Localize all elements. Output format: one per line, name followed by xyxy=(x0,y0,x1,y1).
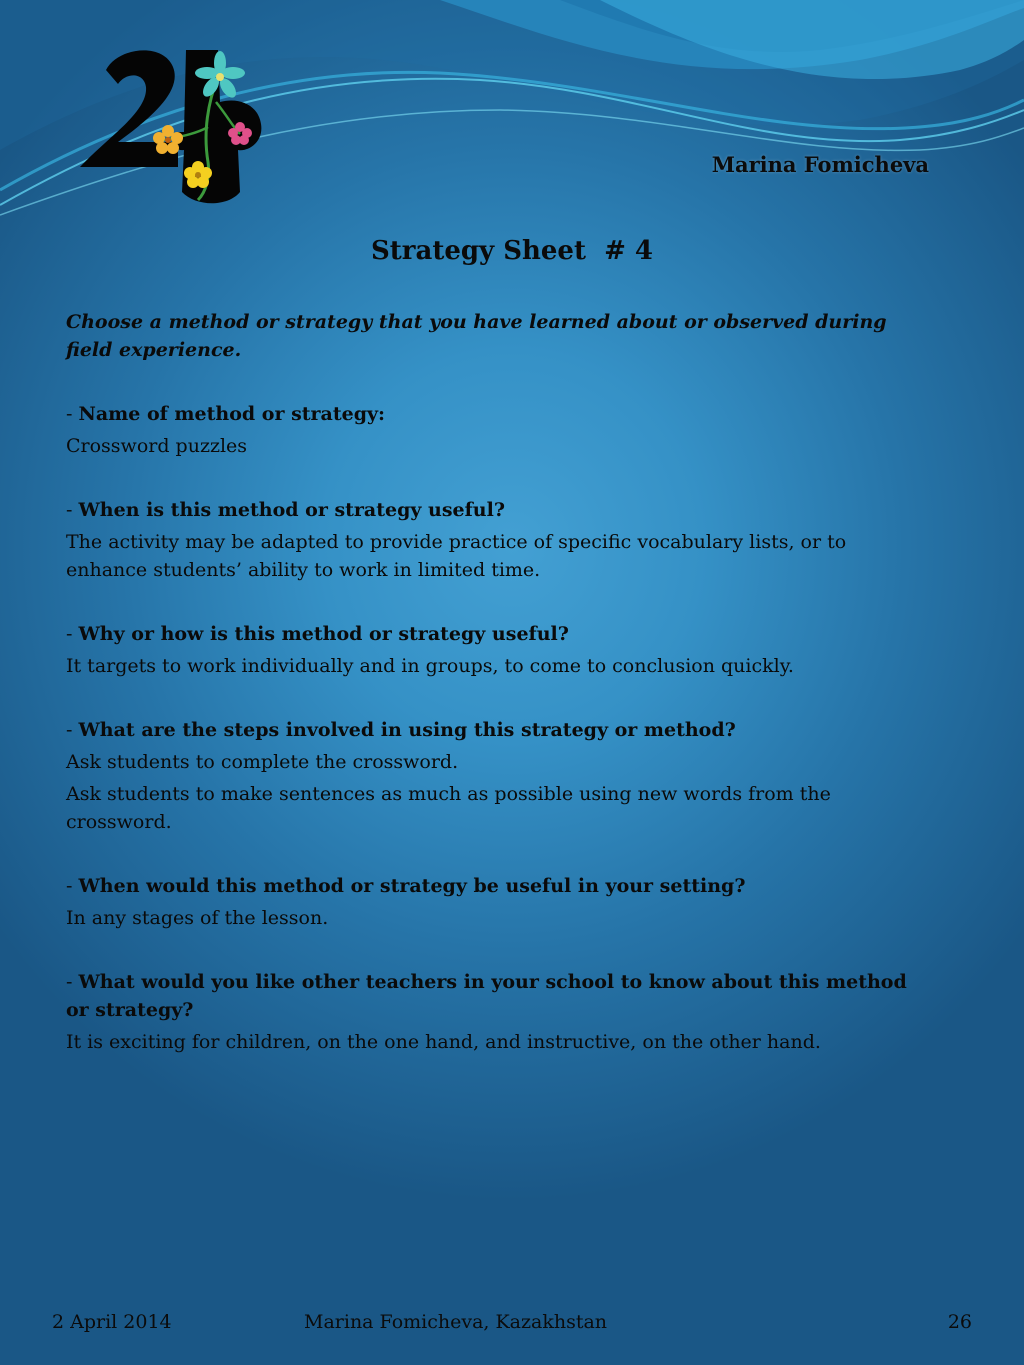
section-question: - When would this method or strategy be useful in your setting? xyxy=(66,875,746,897)
section-answer: The activity may be adapted to provide practice of specific vocabulary lists, or to enhance students’ ability to work in limited time. xyxy=(66,531,847,581)
footer-author-location: Marina Fomicheva, Kazakhstan xyxy=(304,1311,608,1333)
header-author-name: Marina Fomicheva xyxy=(711,152,929,177)
section-steps xyxy=(66,716,916,836)
section-answer: In any stages of the lesson. xyxy=(66,907,329,929)
page-title: Strategy Sheet # 4 xyxy=(370,236,654,266)
section-answer: Ask students to complete the crossword. xyxy=(66,751,459,773)
section-answer: Crossword puzzles xyxy=(66,435,248,457)
section-setting xyxy=(66,872,916,932)
footer-page-number: 26 xyxy=(947,1311,972,1333)
section-answer: It is exciting for children, on the one hand, and instructive, on the other hand. xyxy=(66,1031,821,1053)
section-question: - Name of method or strategy: xyxy=(66,403,386,425)
section-answer: It targets to work individually and in groups, to come to conclusion quickly. xyxy=(66,655,794,677)
strategy-content xyxy=(66,308,916,1092)
section-question: - What are the steps involved in using this strategy or method? xyxy=(66,719,736,741)
section-when-useful xyxy=(66,496,916,584)
section-other-teachers xyxy=(66,968,916,1056)
section-answer: Ask students to make sentences as much as possible using new words from the crossword. xyxy=(66,783,831,833)
intro-instruction: Choose a method or strategy that you have learned about or observed during field experience. xyxy=(66,311,887,361)
logo-21-flowers-icon xyxy=(78,42,268,210)
section-question: - What would you like other teachers in your school to know about this method or strategy? xyxy=(66,971,907,1021)
footer-date: 2 April 2014 xyxy=(52,1311,172,1333)
section-name-of-method xyxy=(66,400,916,460)
section-why-useful xyxy=(66,620,916,680)
section-question: - Why or how is this method or strategy useful? xyxy=(66,623,569,645)
section-question: - When is this method or strategy useful? xyxy=(66,499,505,521)
